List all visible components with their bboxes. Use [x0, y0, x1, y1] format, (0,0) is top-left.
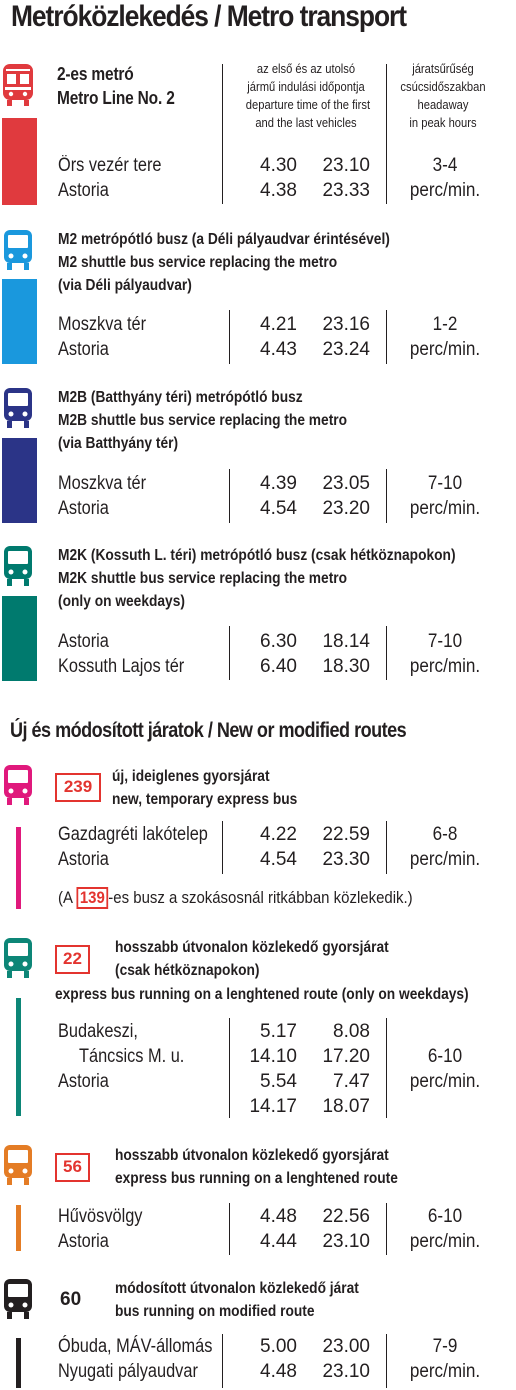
headway: perc/min. [409, 656, 481, 677]
bus-icon [3, 1144, 33, 1186]
last-departure: 22.59 [322, 824, 370, 845]
column-divider [386, 64, 387, 204]
r22-description: hosszabb útvonalon közlekedő gyorsjárat (csak hétköznapokon) [115, 939, 389, 979]
headway: perc/min. [409, 1231, 481, 1252]
last-departure: 7.47 [333, 1071, 370, 1092]
metro-color-bar [2, 118, 37, 205]
departure-column-header: az első és az utolsó jármű indulási időpontja departure time of the first and the last vehicles [245, 61, 371, 130]
column-divider [229, 1203, 230, 1255]
column-divider [386, 1018, 387, 1118]
r239-description: új, ideiglenes gyorsjárat new, temporary express bus [112, 768, 298, 808]
stop-name: Táncsics M. u. [79, 1046, 185, 1067]
stop-name: Astoria [58, 1231, 109, 1252]
stop-name: Óbuda, MÁV-állomás [58, 1336, 213, 1357]
last-departure: 23.30 [322, 849, 370, 870]
route-number-badge: 56 [55, 1153, 90, 1182]
metro-title: 2-es metró Metro Line No. 2 [57, 64, 175, 108]
r239-color-bar [16, 827, 21, 909]
last-departure: 23.20 [322, 498, 370, 519]
column-divider [229, 469, 230, 523]
first-departure: 4.43 [260, 339, 297, 360]
r22-description-en: express bus running on a lenghtened route (only on weekdays) [55, 986, 469, 1003]
r60-color-bar [16, 1338, 21, 1388]
last-departure: 23.10 [322, 155, 370, 176]
last-departure: 18.30 [322, 656, 370, 677]
stop-name: Moszkva tér [58, 314, 147, 335]
last-departure: 23.16 [322, 314, 370, 335]
column-divider [229, 626, 230, 680]
m2-shuttle-description: M2 metrópótló busz (a Déli pályaudvar érintésével) M2 shuttle bus service replacing the metro (via Déli pályaudvar) [58, 231, 390, 294]
bus-icon [3, 229, 33, 271]
column-divider [222, 821, 223, 874]
first-departure: 6.40 [260, 656, 297, 677]
stop-name: Nyugati pályaudvar [58, 1361, 198, 1382]
column-divider [386, 821, 387, 874]
r56-color-bar [16, 1205, 21, 1251]
headway: 6-10 [427, 1206, 463, 1227]
column-divider [386, 626, 387, 680]
stop-name: Astoria [58, 180, 109, 201]
headway: perc/min. [409, 849, 481, 870]
m2b-color-bar [2, 438, 37, 523]
first-departure: 4.54 [260, 849, 297, 870]
headway: perc/min. [409, 1071, 481, 1092]
stop-name: Kossuth Lajos tér [58, 656, 185, 677]
metro-train-icon [2, 63, 34, 107]
stop-name: Gazdagréti lakótelep [58, 824, 208, 845]
first-departure: 4.22 [260, 824, 297, 845]
stop-name: Budakeszi, [58, 1021, 138, 1042]
first-departure: 6.30 [260, 631, 297, 652]
m2b-description: M2B (Batthyány téri) metrópótló busz M2B shuttle bus service replacing the metro (via Batthyány tér) [58, 389, 348, 452]
column-divider [229, 310, 230, 364]
bus-icon [3, 1278, 33, 1320]
stop-name: Astoria [58, 339, 109, 360]
stop-name: Astoria [58, 631, 109, 652]
first-departure: 14.10 [249, 1046, 297, 1067]
first-departure: 14.17 [249, 1096, 297, 1117]
first-departure: 5.54 [260, 1071, 297, 1092]
last-departure: 23.10 [322, 1231, 370, 1252]
stop-name: Örs vezér tere [58, 155, 162, 176]
m2-shuttle-color-bar [2, 279, 37, 364]
r56-description: hosszabb útvonalon közlekedő gyorsjárat express bus running on a lenghtened route [115, 1147, 398, 1187]
last-departure: 8.08 [333, 1021, 370, 1042]
headway: perc/min. [409, 339, 481, 360]
last-departure: 22.56 [322, 1206, 370, 1227]
route-number-badge: 139 [76, 887, 108, 909]
first-departure: 4.21 [260, 314, 297, 335]
headway: 1-2 [432, 314, 458, 335]
route-number: 60 [60, 1289, 82, 1310]
last-departure: 18.14 [322, 631, 370, 652]
first-departure: 4.30 [260, 155, 297, 176]
route-number-badge: 22 [55, 945, 90, 974]
headway: 7-10 [427, 473, 463, 494]
headway: 6-10 [427, 1046, 463, 1067]
first-departure: 4.54 [260, 498, 297, 519]
first-departure: 5.17 [260, 1021, 297, 1042]
stop-name: Hűvösvölgy [58, 1206, 143, 1227]
column-divider [222, 64, 223, 204]
stop-name: Moszkva tér [58, 473, 147, 494]
r22-color-bar [16, 998, 21, 1116]
route-number-badge: 239 [55, 773, 101, 802]
last-departure: 23.33 [322, 180, 370, 201]
headway: perc/min. [409, 1361, 481, 1382]
column-divider [386, 1334, 387, 1388]
column-divider [386, 469, 387, 523]
bus-icon [3, 764, 33, 806]
last-departure: 18.07 [322, 1096, 370, 1117]
stop-name: Astoria [58, 1071, 109, 1092]
headway-column-header: járatsűrűség csúcsidőszakban headaway in peak hours [400, 61, 486, 130]
headway: 7-9 [432, 1336, 458, 1357]
section-heading: Új és módosított járatok / New or modified routes [10, 719, 407, 742]
first-departure: 4.38 [260, 180, 297, 201]
bus-icon [3, 937, 33, 979]
page-title: Metróközlekedés / Metro transport [11, 0, 406, 33]
column-divider [386, 310, 387, 364]
column-divider [386, 1203, 387, 1255]
headway: 7-10 [427, 631, 463, 652]
headway: 6-8 [432, 824, 458, 845]
stop-name: Astoria [58, 849, 109, 870]
m2k-description: M2K (Kossuth L. téri) metrópótló busz (csak hétköznapokon) M2K shuttle bus service replacing the metro (only on weekdays) [58, 547, 456, 610]
last-departure: 23.10 [322, 1361, 370, 1382]
first-departure: 4.48 [260, 1361, 297, 1382]
first-departure: 4.39 [260, 473, 297, 494]
first-departure: 4.44 [260, 1231, 297, 1252]
last-departure: 23.05 [322, 473, 370, 494]
last-departure: 23.24 [322, 339, 370, 360]
first-departure: 4.48 [260, 1206, 297, 1227]
m2k-color-bar [2, 596, 37, 681]
column-divider [229, 1018, 230, 1118]
headway: 3-4 [432, 155, 458, 176]
headway: perc/min. [409, 180, 481, 201]
bus-icon [3, 387, 33, 429]
first-departure: 5.00 [260, 1336, 297, 1357]
r139-note: (A 139 -es busz a szokásosnál ritkábban közlekedik.) [58, 888, 413, 907]
last-departure: 17.20 [322, 1046, 370, 1067]
bus-icon [3, 545, 33, 587]
r60-description: módosított útvonalon közlekedő járat bus running on modified route [115, 1280, 359, 1320]
last-departure: 23.00 [322, 1336, 370, 1357]
stop-name: Astoria [58, 498, 109, 519]
headway: perc/min. [409, 498, 481, 519]
column-divider [222, 1334, 223, 1388]
